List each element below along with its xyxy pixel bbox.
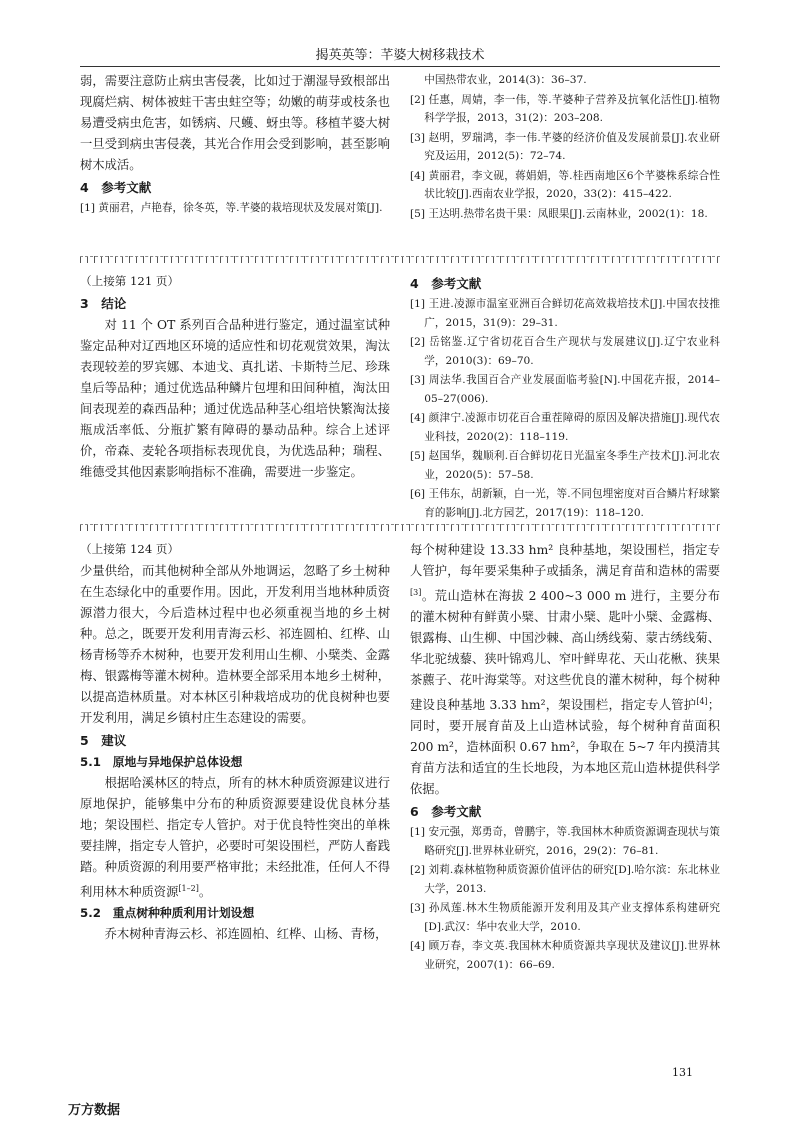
paragraph-text: ；同时，要开展育苗及上山造林试验，每个树种育苗面积 200 m²，造林面积 0.67 hm²，争取在 5~7 年内摸清其育苗方法和适宜的生长地段，为本地区荒山造林提供科学依据。 <box>410 698 720 797</box>
reference-item: [2] 岳铭鉴.辽宁省切花百合生产现状与发展建议[J].辽宁农业科学，2010(3)：69–70. <box>410 336 720 367</box>
body-paragraph: 少量供给，而其他树种全部从外地调运，忽略了乡土树种在生态绿化中的重要作用。因此，开发利用当地林种质资源潜力很大，今后造林过程中也必须重视当地的乡土树种。总之，既要开发利用青海云杉、祁连圆柏、红桦、山杨青杨等乔木树种，也要开发利用山生柳、小檗类、金露梅、银露梅等灌木树种。造林要全部采用本地乡土树种，以提高造林质量。对本林区引种栽培成功的优良树种也要开发利用，满足乡镇村庄生态建设的需要。 <box>80 564 390 725</box>
watermark: 万方数据 <box>68 1103 121 1118</box>
reference-item: [5] 赵国华，魏顺利.百合鲜切花日光温室冬季生产技术[J].河北农业，2020(5)：57–58. <box>410 450 720 481</box>
right-column <box>410 540 720 975</box>
right-column <box>410 272 720 523</box>
section-divider <box>80 524 720 531</box>
reference-item: 中国热带农业，2014(3)：36–37. <box>424 74 587 86</box>
reference-item: [6] 王伟东，胡新颖，白一光，等.不同包埋密度对百合鳞片籽球繁育的影响[J].北方园艺，2017(19)：118–120. <box>410 488 720 519</box>
right-column <box>410 71 720 224</box>
citation-marker: [1–2] <box>178 884 199 893</box>
reference-item: [4] 黄丽君，李文砚，蒋娟娟，等.桂西南地区6个芊婆株系综合性状比较[J].西南农业学报，2020，33(2)：415–422. <box>410 169 720 200</box>
reference-item: [3] 赵明，罗瑞鸿，李一伟.芊婆的经济价值及发展前景[J].农业研究及运用，2012(5)：72–74. <box>410 131 720 162</box>
reference-item: [4] 颜津宁.凌源市切花百合重茬障碍的原因及解决措施[J].现代农业科技，2020(2)：118–119. <box>410 412 720 443</box>
reference-item: [1] 黄丽君，卢艳春，徐冬英，等.芊婆的栽培现状及发展对策[J]. <box>80 202 383 214</box>
paragraph-text: 每个树种建设 13.33 hm² 良种基地，架设围栏，指定专人管护，每年要采集种子或插条，满足育苗和造林的需要 <box>410 543 720 578</box>
article-tail-section <box>80 71 720 251</box>
reference-item: [3] 周法华.我国百合产业发展面临考验[N].中国花卉报，2014–05–27(006). <box>410 374 720 405</box>
section-heading: 6 参考文献 <box>410 804 482 820</box>
continued-note: （上接第 121 页） <box>80 274 180 288</box>
reference-item: [1] 安元强，郑勇奇，曾鹏宇，等.我国林木种质资源调查现状与策略研究[J].世界林业研究，2016，29(2)：76–81. <box>410 826 720 857</box>
body-paragraph: 弱，需要注意防止病虫害侵袭，比如过于潮湿导致根部出现腐烂病、树体被蛀干害虫蛀空等；幼嫩的萌芽或枝条也易遭受病虫危害，如锈病、尺蠖、蚜虫等。移植芊婆大树一旦受到病虫害侵袭，其光合作用会受到影响，甚至影响树木成活。 <box>80 74 390 172</box>
lily-article-tail-section <box>80 272 720 522</box>
running-header: 揭英英等：芊婆大树移栽技术 <box>315 48 485 63</box>
header-rule <box>80 66 720 67</box>
left-column <box>80 540 390 945</box>
section-heading: 5 建议 <box>80 733 127 748</box>
subsection-heading: 5.2 重点树种种质利用计划设想 <box>80 906 255 921</box>
body-paragraph: 乔木树种青海云杉、祁连圆柏、红桦、山杨、青杨， <box>104 927 388 942</box>
left-column <box>80 272 390 483</box>
reference-item: [2] 刘莉.森林植物种质资源价值评估的研究[D].哈尔滨：东北林业大学，2013. <box>410 864 720 895</box>
section-heading: 4 参考文献 <box>410 276 482 291</box>
subsection-heading: 5.1 原地与异地保护总体设想 <box>80 755 243 769</box>
section-heading: 3 结论 <box>80 296 127 311</box>
section-heading: 4 参考文献 <box>80 180 152 195</box>
forest-article-tail-section <box>80 540 720 1040</box>
reference-item: [3] 孙凤莲.林木生物质能源开发利用及其产业支撑体系构建研究[D].武汉：华中农业大学，2010. <box>410 902 720 933</box>
paragraph-end: 。 <box>198 885 212 900</box>
reference-item: [4] 顾万春，李文英.我国林木种质资源共享现状及建议[J].世界林业研究，2007(1)：66–69. <box>410 940 720 971</box>
body-paragraph <box>410 540 720 800</box>
citation-marker: [3] <box>410 588 422 597</box>
reference-item: [1] 王进.凌源市温室亚洲百合鲜切花高效栽培技术[J].中国农技推广，2015，31(9)：29–31. <box>410 298 720 329</box>
body-paragraph: 对 11 个 OT 系列百合品种进行鉴定，通过温室试种鉴定品种对辽西地区环境的适应性和切花观赏效果，淘汰表现较差的罗宾娜、本迪戈、真扎诺、卡斯特兰尼、珍珠皇后等品种；通过优选品种鳞片包埋和田间种植，淘汰田间表现差的森西品种；通过优选品种茎心组培快繁淘汰接瓶成活率低、分瓶扩繁有障碍的暴动品种。综合上述评价，帝森、麦轮各项指标表现优良，为优选品种；瑞程、维德受其他因素影响指标不准确，需要进一步鉴定。 <box>80 318 390 479</box>
body-paragraph <box>80 773 390 903</box>
paragraph-text: 根据哈溪林区的特点，所有的林木种质资源建议进行原地保护，能够集中分布的种质资源要建设优良林分基地；架设围栏、指定专人管护。对于优良特性突出的单株要挂牌，指定专人管护，必要时可架设围栏，严防人畜践踏。种质资源的利用要严格审批；未经批准，任何人不得利用林木种质资源 <box>80 776 390 900</box>
paragraph-text: 。荒山造林在海拔 2 400~3 000 m 进行，主要分布的灌木树种有鲜黄小檗、甘肃小檗、匙叶小檗、金露梅、银露梅、山生柳、中国沙棘、高山绣线菊、蒙古绣线菊、华北驼绒藜、狭叶锦鸡儿、窄叶鲜卑花、天山花楸、狭果茶藨子、花叶海棠等。对这些优良的灌木树种，每个树种建设良种基地 3.33 hm²，架设围栏，指定专人管护 <box>410 589 720 713</box>
citation-marker: [4] <box>696 697 708 707</box>
section-divider <box>80 256 720 263</box>
continued-note: （上接第 124 页） <box>80 542 180 556</box>
reference-item: [2] 任惠，周婧，李一伟，等.芊婆种子营养及抗氧化活性[J].植物科学学报，2013，31(2)：203–208. <box>410 93 720 124</box>
left-column <box>80 71 390 219</box>
page-number: 131 <box>672 1066 693 1079</box>
reference-item: [5] 王达明.热带名贵干果：凤眼果[J].云南林业，2002(1)：18. <box>410 207 708 220</box>
